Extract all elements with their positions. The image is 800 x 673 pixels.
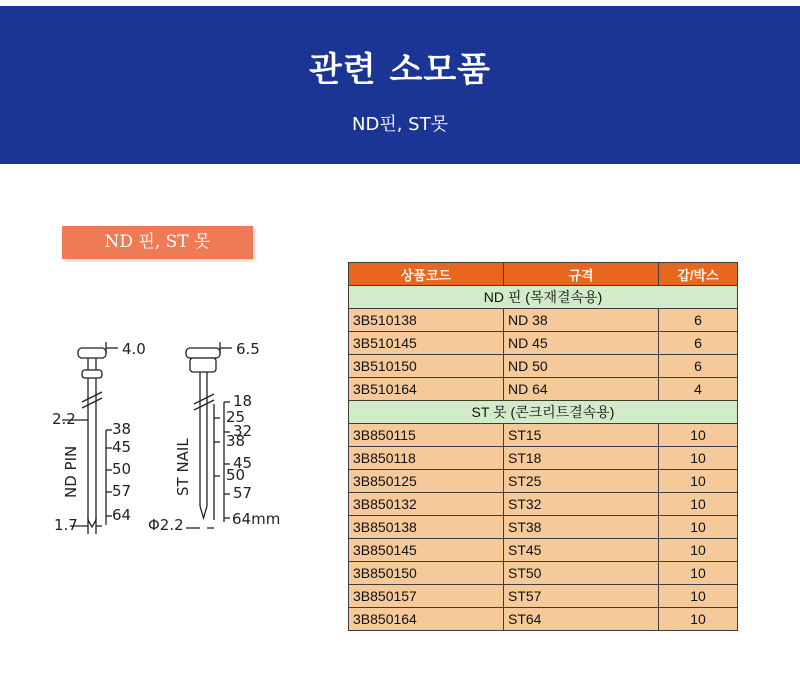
- header-banner: [0, 6, 800, 164]
- cell-code: 3B510150: [349, 355, 504, 378]
- cell-spec: ST57: [504, 585, 659, 608]
- table-row: [349, 424, 738, 447]
- group-title: ND 핀 (목재결속용): [349, 286, 738, 309]
- cell-code: 3B850157: [349, 585, 504, 608]
- cell-spec: ND 45: [504, 332, 659, 355]
- nail-diagram: [40, 330, 290, 550]
- cell-code: 3B850125: [349, 470, 504, 493]
- cell-spec: ST50: [504, 562, 659, 585]
- st-nail-size-3: 50: [226, 466, 246, 484]
- cell-qty: 10: [659, 516, 738, 539]
- table-row: [349, 378, 738, 401]
- st-nail-size-2: 38: [226, 432, 246, 450]
- cell-code: 3B850145: [349, 539, 504, 562]
- cell-code: 3B850150: [349, 562, 504, 585]
- group-title: ST 못 (콘크리트결속용): [349, 401, 738, 424]
- nd-pin-size-2: 45: [112, 438, 132, 456]
- cell-spec: ND 50: [504, 355, 659, 378]
- cell-spec: ST64: [504, 608, 659, 631]
- cell-spec: ST18: [504, 447, 659, 470]
- table-row: [349, 493, 738, 516]
- page-title: 관련 소모품: [308, 50, 492, 90]
- nd-pin-head: [78, 348, 106, 358]
- cell-spec: ND 64: [504, 378, 659, 401]
- table-row: [349, 585, 738, 608]
- cell-qty: 10: [659, 470, 738, 493]
- group-row-nd: [349, 286, 738, 309]
- st-nail-size-5: 32: [233, 422, 253, 440]
- cell-code: 3B510164: [349, 378, 504, 401]
- cell-qty: 6: [659, 332, 738, 355]
- st-nail-label: ST NAIL: [174, 438, 192, 496]
- cell-spec: ST25: [504, 470, 659, 493]
- table-row: [349, 562, 738, 585]
- cell-spec: ST45: [504, 539, 659, 562]
- st-nail-head: [186, 348, 220, 358]
- cell-spec: ST15: [504, 424, 659, 447]
- nd-pin-head-size: 4.0: [122, 340, 146, 358]
- table-row: [349, 539, 738, 562]
- cell-code: 3B850138: [349, 516, 504, 539]
- cell-qty: 10: [659, 539, 738, 562]
- cell-code: 3B510138: [349, 309, 504, 332]
- cell-code: 3B850132: [349, 493, 504, 516]
- cell-qty: 10: [659, 585, 738, 608]
- cell-spec: ND 38: [504, 309, 659, 332]
- table-row: [349, 447, 738, 470]
- st-nail-size-8: 64mm: [232, 510, 281, 528]
- st-nail-head-size: 6.5: [236, 340, 260, 358]
- nd-pin-size-3: 50: [112, 460, 132, 478]
- cell-spec: ST38: [504, 516, 659, 539]
- table-row: [349, 516, 738, 539]
- nd-pin-label: ND PIN: [62, 445, 80, 498]
- cell-code: 3B510145: [349, 332, 504, 355]
- cell-qty: 10: [659, 447, 738, 470]
- st-nail-size-4: 18: [233, 392, 253, 410]
- spec-table: [348, 262, 738, 631]
- cell-code: 3B850164: [349, 608, 504, 631]
- table-row: [349, 309, 738, 332]
- nd-pin-size-5: 64: [112, 506, 132, 524]
- group-row-st: [349, 401, 738, 424]
- header-spec: 규격: [504, 263, 659, 286]
- nd-pin-bottom: 1.7: [54, 516, 78, 534]
- nd-pin-size-4: 57: [112, 482, 132, 500]
- table-header-row: [349, 263, 738, 286]
- st-nail-size-6: 45: [233, 454, 253, 472]
- cell-qty: 6: [659, 309, 738, 332]
- st-nail-collar: [190, 358, 216, 372]
- table-row: [349, 355, 738, 378]
- nd-pin-gauge: 2.2: [52, 410, 76, 428]
- st-nail-size-7: 57: [233, 484, 253, 502]
- table-row: [349, 332, 738, 355]
- nd-pin-size-1: 38: [112, 420, 132, 438]
- header-code: 상품코드: [349, 263, 504, 286]
- cell-qty: 10: [659, 424, 738, 447]
- page-subtitle: ND핀, ST못: [352, 114, 448, 135]
- cell-code: 3B850115: [349, 424, 504, 447]
- table-row: [349, 608, 738, 631]
- cell-qty: 4: [659, 378, 738, 401]
- cell-spec: ST32: [504, 493, 659, 516]
- cell-qty: 10: [659, 608, 738, 631]
- nd-pin-tip: [88, 520, 96, 527]
- header-qty: 갑/박스: [659, 263, 738, 286]
- cell-code: 3B850118: [349, 447, 504, 470]
- cell-qty: 10: [659, 562, 738, 585]
- cell-qty: 6: [659, 355, 738, 378]
- section-tag: ND 핀, ST 못: [62, 226, 253, 259]
- cell-qty: 10: [659, 493, 738, 516]
- st-nail-bottom: Φ2.2: [148, 516, 184, 534]
- table-row: [349, 470, 738, 493]
- st-nail-size-1: 25: [226, 408, 246, 426]
- nd-pin-collar: [82, 370, 102, 378]
- st-nail-tip: [200, 506, 207, 518]
